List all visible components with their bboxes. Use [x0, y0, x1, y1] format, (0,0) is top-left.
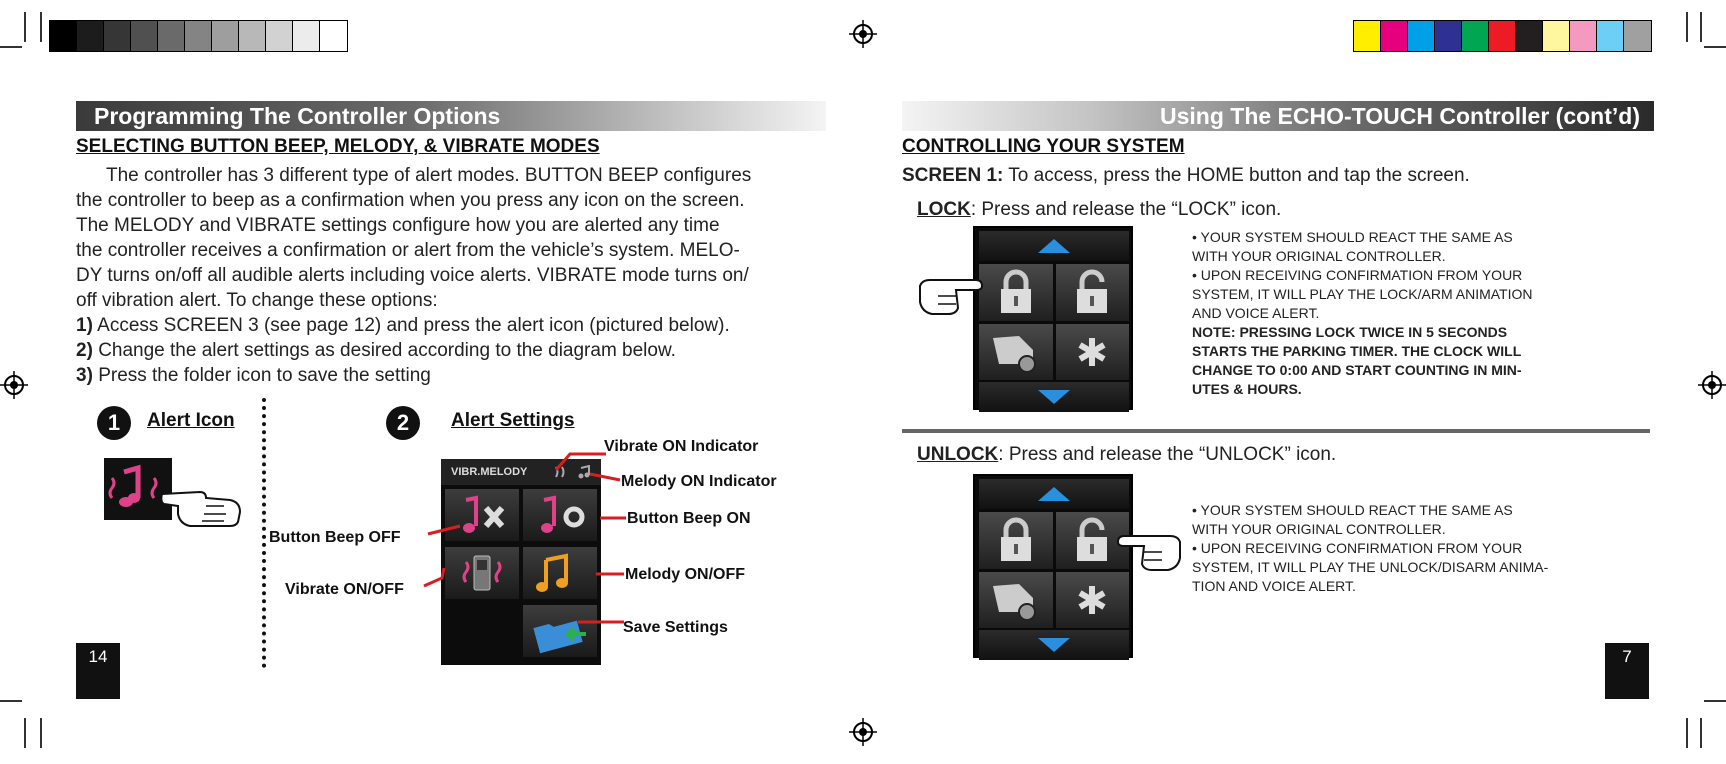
melody-toggle-callout: Melody ON/OFF	[625, 566, 745, 583]
triangle-up-icon	[1037, 486, 1071, 502]
pointing-hand-icon	[160, 484, 242, 528]
color-swatch	[1354, 21, 1381, 51]
alert-icon-title: Alert Icon	[147, 410, 235, 431]
down-arrow-button[interactable]	[979, 630, 1129, 660]
color-swatch	[1516, 21, 1543, 51]
lock-instruction-text: : Press and release the “LOCK” icon.	[970, 199, 1282, 220]
color-swatch	[158, 21, 185, 51]
unlock-label: UNLOCK	[917, 444, 999, 465]
unlock-bullets	[1192, 501, 1632, 596]
asterisk-icon	[1074, 334, 1110, 370]
registration-mark-icon	[0, 371, 28, 399]
registration-mark-icon	[849, 718, 877, 746]
color-swatch	[185, 21, 212, 51]
color-swatch	[131, 21, 158, 51]
bullet-line: WITH YOUR ORIGINAL CONTROLLER.	[1192, 521, 1446, 537]
left-paragraph	[76, 163, 836, 388]
paragraph-line: the controller to beep as a confirmation when you press any icon on the screen.	[76, 190, 745, 211]
note-line: NOTE: PRESSING LOCK TWICE IN 5 SECONDS	[1192, 324, 1508, 340]
note-line: UTES & HOURS.	[1192, 381, 1302, 397]
alert-settings-title: Alert Settings	[451, 410, 575, 431]
step-item	[76, 338, 836, 363]
crop-mark	[0, 700, 22, 702]
crop-mark	[1704, 700, 1726, 702]
aux-button[interactable]	[1056, 324, 1130, 381]
crop-mark	[40, 12, 42, 42]
step-text: Press the folder icon to save the setting	[98, 365, 431, 386]
padlock-open-icon	[1072, 269, 1112, 315]
note-line: STARTS THE PARKING TIMER. THE CLOCK WILL	[1192, 343, 1522, 359]
step-number: 1)	[76, 315, 93, 336]
step-number: 2)	[76, 340, 93, 361]
lock-button[interactable]	[979, 512, 1053, 569]
up-arrow-button[interactable]	[979, 231, 1129, 261]
settings-screen-title: VIBR.MELODY	[441, 459, 601, 485]
crop-mark	[24, 12, 26, 42]
callout-lines	[420, 440, 650, 640]
note-line: CHANGE TO 0:00 AND START COUNTING IN MIN-	[1192, 362, 1522, 378]
trunk-button[interactable]	[979, 572, 1053, 629]
aux-button[interactable]	[1056, 572, 1130, 629]
crop-mark	[1704, 46, 1726, 48]
color-swatch	[104, 21, 131, 51]
color-swatch	[1408, 21, 1435, 51]
lock-bullets	[1192, 228, 1632, 399]
car-trunk-icon	[989, 578, 1043, 622]
screen-instruction	[902, 163, 1470, 188]
step-number: 3)	[76, 365, 93, 386]
bullet-line: • UPON RECEIVING CONFIRMATION FROM YOUR	[1192, 267, 1523, 283]
step-item	[76, 313, 836, 338]
bullet-line: • UPON RECEIVING CONFIRMATION FROM YOUR	[1192, 540, 1523, 556]
paragraph-line: The controller has 3 different type of alert modes. BUTTON BEEP configures	[106, 165, 752, 186]
crop-mark	[0, 46, 22, 48]
section-divider-dotted	[262, 398, 266, 668]
color-swatch	[1489, 21, 1516, 51]
color-swatch	[1381, 21, 1408, 51]
color-bar	[1353, 20, 1652, 52]
pointing-hand-icon	[1096, 528, 1182, 572]
section-divider	[902, 429, 1650, 433]
crop-mark	[1686, 12, 1688, 42]
grayscale-bar	[49, 20, 348, 52]
padlock-closed-icon	[996, 269, 1036, 315]
crop-mark	[40, 718, 42, 748]
asterisk-icon	[1074, 582, 1110, 618]
bullet-line: SYSTEM, IT WILL PLAY THE LOCK/ARM ANIMATION	[1192, 286, 1533, 302]
lock-label: LOCK	[917, 199, 971, 220]
color-swatch	[320, 21, 347, 51]
triangle-down-icon	[1037, 389, 1071, 405]
paragraph-line: the controller receives a confirmation or alert from the vehicle’s system. MELO-	[76, 240, 740, 261]
color-swatch	[77, 21, 104, 51]
right-page-number: 7	[1605, 643, 1649, 699]
right-page-header: Using The ECHO-TOUCH Controller (cont’d)	[902, 101, 1654, 131]
crop-mark	[1700, 718, 1702, 748]
color-swatch	[1597, 21, 1624, 51]
screen-label: SCREEN 1:	[902, 165, 1004, 186]
screen-text: To access, press the HOME button and tap the screen.	[1003, 165, 1470, 186]
beep-on-callout: Button Beep ON	[627, 510, 751, 527]
crop-mark	[1700, 12, 1702, 42]
color-swatch	[293, 21, 320, 51]
vibrate-toggle-callout: Vibrate ON/OFF	[285, 581, 404, 598]
save-settings-callout: Save Settings	[623, 619, 728, 636]
triangle-up-icon	[1037, 238, 1071, 254]
paragraph-line: off vibration alert. To change these options:	[76, 290, 438, 311]
lock-instruction	[917, 197, 1281, 222]
step-text: Access SCREEN 3 (see page 12) and press the alert icon (pictured below).	[97, 315, 730, 336]
beep-off-callout: Button Beep OFF	[269, 529, 401, 546]
up-arrow-button[interactable]	[979, 479, 1129, 509]
bullet-line: SYSTEM, IT WILL PLAY THE UNLOCK/DISARM ANIMA-	[1192, 559, 1549, 575]
unlock-instruction-text: : Press and release the “UNLOCK” icon.	[998, 444, 1337, 465]
color-swatch	[239, 21, 266, 51]
section-number-badge: 2	[386, 406, 420, 440]
left-subheader: SELECTING BUTTON BEEP, MELODY, & VIBRATE MODES	[76, 136, 600, 157]
vibrate-on-callout: Vibrate ON Indicator	[604, 438, 759, 455]
step-item	[76, 363, 836, 388]
unlock-instruction	[917, 442, 1336, 467]
paragraph-line: DY turns on/off all audible alerts including voice alerts. VIBRATE mode turns on/	[76, 265, 749, 286]
lock-controller-panel	[973, 226, 1133, 410]
color-swatch	[50, 21, 77, 51]
color-swatch	[1570, 21, 1597, 51]
color-swatch	[266, 21, 293, 51]
bullet-line: • YOUR SYSTEM SHOULD REACT THE SAME AS	[1192, 229, 1513, 245]
trunk-button[interactable]	[979, 324, 1053, 381]
unlock-button[interactable]	[1056, 264, 1130, 321]
controller-grid	[979, 264, 1129, 380]
color-swatch	[1462, 21, 1489, 51]
triangle-down-icon	[1037, 637, 1071, 653]
registration-mark-icon	[849, 20, 877, 48]
melody-on-callout: Melody ON Indicator	[621, 473, 777, 490]
left-page-number: 14	[76, 643, 120, 699]
padlock-closed-icon	[996, 517, 1036, 563]
bullet-line: • YOUR SYSTEM SHOULD REACT THE SAME AS	[1192, 502, 1513, 518]
crop-mark	[1686, 718, 1688, 748]
registration-mark-icon	[1698, 371, 1726, 399]
paragraph-line: The MELODY and VIBRATE settings configure how you are alerted any time	[76, 215, 720, 236]
color-swatch	[1624, 21, 1651, 51]
pointing-hand-icon	[918, 272, 998, 316]
color-swatch	[1435, 21, 1462, 51]
color-swatch	[212, 21, 239, 51]
down-arrow-button[interactable]	[979, 382, 1129, 412]
car-trunk-icon	[989, 330, 1043, 374]
right-subheader: CONTROLLING YOUR SYSTEM	[902, 136, 1185, 157]
crop-mark	[24, 718, 26, 748]
step-text: Change the alert settings as desired according to the diagram below.	[98, 340, 676, 361]
bullet-line: TION AND VOICE ALERT.	[1192, 578, 1356, 594]
section-number-badge: 1	[97, 406, 131, 440]
bullet-line: AND VOICE ALERT.	[1192, 305, 1320, 321]
left-page-header: Programming The Controller Options	[76, 101, 826, 131]
bullet-line: WITH YOUR ORIGINAL CONTROLLER.	[1192, 248, 1446, 264]
color-swatch	[1543, 21, 1570, 51]
